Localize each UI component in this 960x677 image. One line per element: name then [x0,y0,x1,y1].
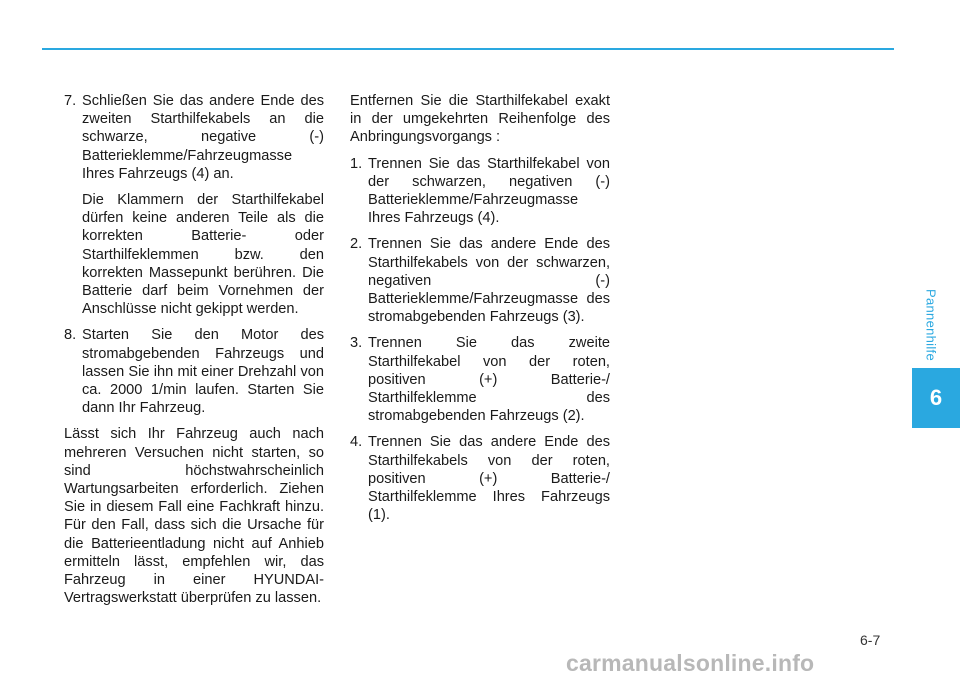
chapter-number: 6 [929,385,943,410]
step-number: 2. [350,236,363,253]
step-text: Trennen Sie das zweite Starthilfekabel von der roten, positiven (+) Batterie-/ Starthilfeklemme des stromabgebenden Fahrzeugs (2). [368,335,610,425]
watermark: carmanualsonline.info [566,650,815,676]
step-8 [64,326,324,417]
removal-step-1 [350,155,610,228]
body-paragraph: Lässt sich Ihr Fahrzeug auch nach mehreren Versuchen nicht starten, so sind höchstwahrscheinlich Wartungsarbeiten erforderlich. Ziehen Sie in diesem Fall eine Fachkraft hinzu. Für den Fall, dass sich die Ursache für die Batterieentladung nicht auf Anhieb ermitteln lässt, empfehlen wir, das Fahrzeug in einer HYUNDAI-Vertragswerkstatt überprüfen zu lassen. [64,426,324,607]
section-title: Pannenhilfe [923,289,939,361]
removal-step-3 [350,334,610,425]
step-text: Schließen Sie das andere Ende des zweiten Starthilfekabels an die schwarze, negative (-) Batterieklemme/Fahrzeugmasse Ihres Fahrzeugs (4) an. [82,93,324,182]
step-7 [64,92,324,318]
step-text: Starten Sie den Motor des stromabgebenden Fahrzeugs und lassen Sie ihn mit einer Drehzahl von ca. 2000 1/min laufen. Starten Sie dann Ihr Fahrzeug. [82,327,324,417]
step-number: 3. [350,335,363,352]
step-text: Trennen Sie das andere Ende des Starthilfekabels von der schwarzen, negativen (-) Batterieklemme/Fahrzeugmasse des stromabgebenden Fahrzeugs (3). [368,236,610,326]
header-rule [42,48,894,50]
step-number: 1. [350,155,363,172]
left-column [64,92,324,615]
chapter-tab [912,368,960,428]
page-number: 6-7 [860,632,881,648]
step-note: Die Klammern der Starthilfekabel dürfen keine anderen Teile als die korrekten Batterie- oder Starthilfeklemmen bzw. den korrekten Massepunkt berühren. Die Batterie darf beim Vornehmen der Anschlüsse nicht gekippt werden. [82,192,324,318]
step-text: Trennen Sie das Starthilfekabel von der schwarzen, negativen (-) Batterieklemme/Fahrzeugmasse Ihres Fahrzeugs (4). [368,155,610,227]
removal-step-2 [350,235,610,326]
step-number: 4. [350,434,363,451]
removal-step-4 [350,433,610,524]
right-column [350,92,610,532]
step-number: 8. [64,327,77,344]
step-number: 7. [64,93,77,109]
step-text: Trennen Sie das andere Ende des Starthilfekabels von der roten, positiven (+) Batterie-/ Starthilfeklemme Ihres Fahrzeugs (1). [368,434,610,524]
intro-paragraph: Entfernen Sie die Starthilfekabel exakt in der umgekehrten Reihenfolge des Anbringungsvorgangs : [350,93,610,146]
